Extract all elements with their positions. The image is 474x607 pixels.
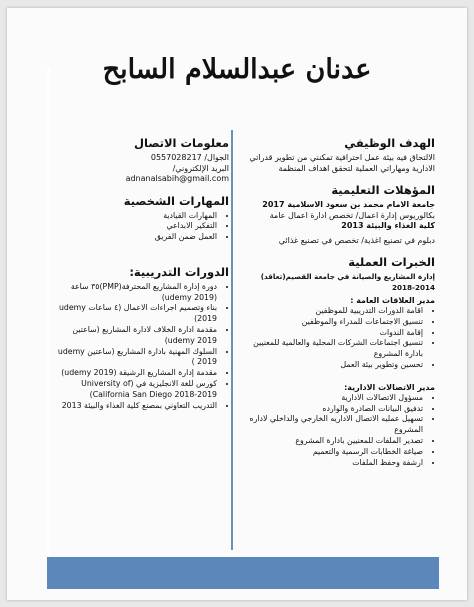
applicant-name: عدنان عبدالسلام السابح [102,54,372,85]
list-item: • بناء وتصميم اجراءات الاعمال (٤ ساعات udemy 2019) [53,303,217,325]
education-degree-2: دبلوم في تصنيع اغذية/ تخصص في تصنيع غذائي [278,235,435,245]
mobile-number: 0557028217 [150,153,202,162]
resume-page [7,8,467,600]
experience-heading: الخبرات العملية [348,255,435,269]
list-item: • مسؤول الاتصالات الادارية [239,393,423,404]
education-college: كلية الغذاء والبيئة 2013 [341,221,435,230]
pr-duties-list [239,306,435,371]
list-item: • التفكير الابداعي [53,221,217,232]
courses-list [53,282,229,412]
admin-comm-title: مدير الاتصالات الادارية: [344,382,435,392]
contact-email-label: البريد الإلكتروني/ [172,163,229,173]
skills-heading: المهارات الشخصية [123,193,229,208]
education-university: جامعة الامام محمد بن سعود الاسلامية 2017 [262,200,435,209]
list-item: • التدريب التعاوني بمصنع كلية الغذاء والبيئة 2013 [53,401,217,412]
right-column [239,136,435,468]
list-item: • المهارات القيادية [53,211,217,222]
left-margin-line [47,68,50,557]
list-item: • كورس للغة الانجليزية في (University of California San Diego 2018-2019) [53,379,217,401]
list-item: • إقامة الندوات [239,328,423,339]
list-item: • مقدمة إدارة المشاريع الرشيقة (udemy 2019) [53,368,217,379]
education-heading: المؤهلات التعليمية [331,183,435,197]
list-item: • دورة إدارة المشاريع المحترفة(PMP)٣٥ ساعة (udemy 2019) [53,282,217,304]
experience-job: إدارة المشاريع والصيانة في جامعة القصيم(تعاقد) 2014-2018 [260,272,435,292]
list-item: • تدفيق البيانات الصادرة والوارده [239,404,423,415]
list-item: • اقامة الدورات التدريبية للموظفين [239,306,423,317]
column-divider [231,130,233,550]
list-item: • تحسين وتطوير بيئة العمل [239,360,423,371]
list-item: • تنسيق الاجتماعات للمدراء والموظفين [239,317,423,328]
contact-mobile-row [53,153,229,164]
footer-bar [47,557,439,589]
email-link[interactable]: adnanalsabih@gmail.com [125,174,229,183]
list-item: • صياغة الخطابات الرسمية والتعميم [239,447,423,458]
mobile-label: الجوال/ [204,153,229,162]
list-item: • السلوك المهنية بادارة المشاريع (ساعتين udemy 2019 ) [53,347,217,369]
objective-text: الالتحاق فيه بيئة عمل احترافية تمكنني من تطوير قدراتي الادارية ومهاراتي العملية لتحقق اهداف المنظمة [249,153,435,173]
list-item: • تصدير الملفات للمعنيين بادارة المشروع [239,436,423,447]
contact-heading: معلومات الاتصال [134,136,229,150]
list-item: • العمل ضمن الفريق [53,232,217,243]
left-column [53,136,229,411]
admin-duties-list [239,393,435,469]
objective-heading: الهدف الوظيفي [344,136,435,150]
list-item: • مقدمة ادارة الخلاف لادارة المشاريع (ساعتين udemy 2019) [53,325,217,347]
list-item: • ارشفة وحفظ الملفات [239,458,423,469]
skills-list [53,211,229,243]
pr-manager-title: مدير العلاقات العامة : [350,296,435,305]
courses-heading: الدورات التدريبية: [129,264,229,279]
list-item: • تنسيق اجتماعات الشركات المحلية والعالمية للمعنيين بادارة المشروع [239,338,423,360]
education-degree-1: بكالوريوس إدارة اعمال/ تخصص ادارة اعمال عامة [269,210,435,220]
list-item: • تسهيل عمليه الاتصال الاداريه الخارجي والداخلي لاداره المشروع [239,414,423,436]
